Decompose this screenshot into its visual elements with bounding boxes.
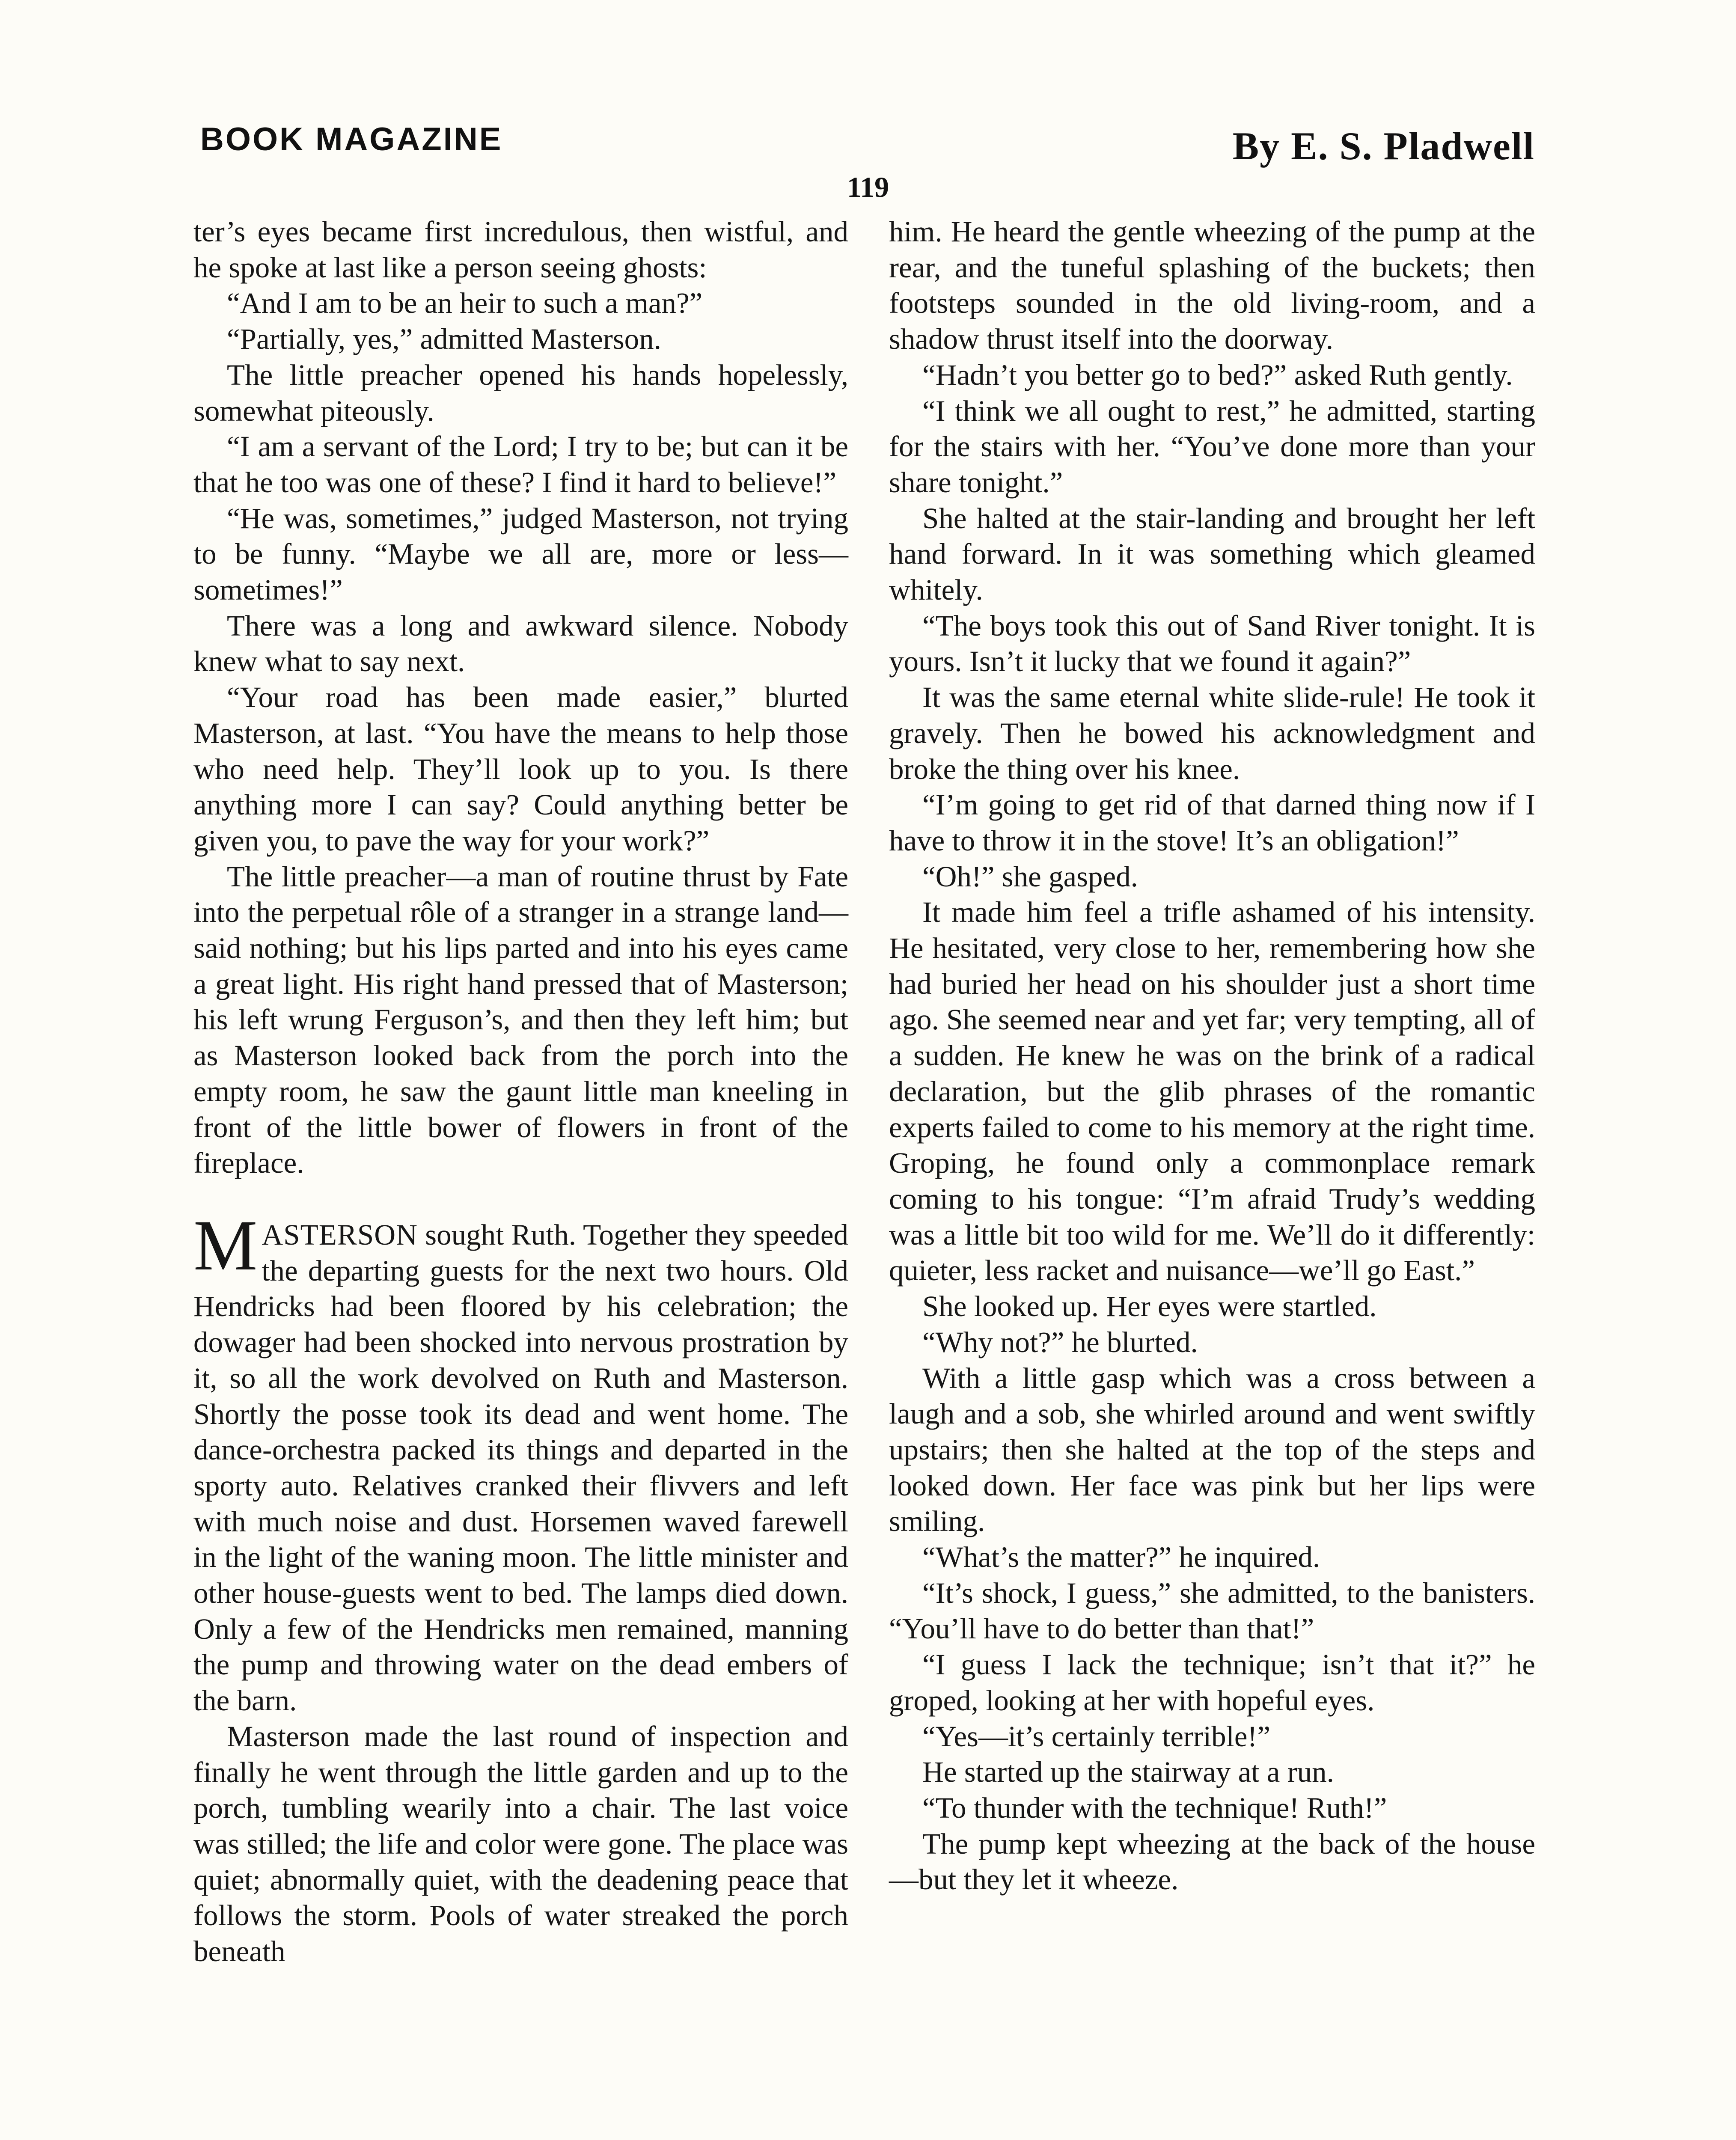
page-number: 119 <box>847 171 889 203</box>
paragraph: She looked up. Her eyes were startled. <box>922 1290 1377 1323</box>
opening-text: sought Ruth. Together they speeded the departing guests for the next two hours. Old Hendricks had been floored by his celebration; the dowager had been shocked into nervous prostration by it, so all the work devolved on Ruth and Masterson. Shortly the posse took its dead and went home. The dance-orchestra packed its things and departed in the sporty auto. Relatives cranked their flivvers and left with much noise and dust. Horsemen waved farewell in the light of the waning moon. The little minister and other house-guests went to bed. The lamps died down. Only a few of the Hendricks men remained, manning the pump and throwing water on the dead embers of the barn. <box>193 1218 848 1717</box>
paragraph: “And I am to be an heir to such a man?” <box>227 287 703 320</box>
paragraph: him. He heard the gentle wheezing of the pump at the rear, and the tuneful splashing of the buckets; then footsteps sounded in the old living-room, and a shadow thrust itself into the doorway. <box>889 215 1535 356</box>
paragraph: It was the same eternal white slide-rule! He took it gravely. Then he bowed his acknowledgment and broke the thing over his knee. <box>889 681 1535 785</box>
magazine-title: BOOK MAGAZINE <box>200 121 503 158</box>
paragraph: There was a long and awkward silence. Nobody knew what to say next. <box>193 609 848 678</box>
author-byline: By E. S. Pladwell <box>1232 124 1535 168</box>
paragraph: “To thunder with the technique! Ruth!” <box>922 1791 1387 1824</box>
paragraph: “I’m going to get rid of that darned thing now if I have to throw it in the stove! It’s an obligation!” <box>889 788 1535 857</box>
paragraph: It made him feel a trifle ashamed of his intensity. He hesitated, very close to her, remembering how she had buried her head on his shoulder just a short time ago. She seemed near and yet far; very tempting, all of a sudden. He knew he was on the brink of a radical declaration, but the glib phrases of the romantic experts failed to come to his memory at the right time. Groping, he found only a commonplace remark coming to his tongue: “I’m afraid Trudy’s wedding was a little bit too wild for me. We’ll do it differently: quieter, less racket and nuisance—we’ll go East.” <box>889 896 1535 1287</box>
section-opening-paragraph <box>193 1205 848 1719</box>
paragraph: “Hadn’t you better go to bed?” asked Ruth gently. <box>922 358 1513 391</box>
paragraph: “I am a servant of the Lord; I try to be; but can it be that he too was one of these? I find it hard to believe!” <box>193 430 848 499</box>
paragraph: “It’s shock, I guess,” she admitted, to the banisters. “You’ll have to do better than that!” <box>889 1576 1535 1645</box>
paragraph: He started up the stairway at a run. <box>922 1756 1334 1789</box>
opening-caps: ASTERSON <box>262 1218 418 1251</box>
paragraph: “Why not?” he blurted. <box>922 1326 1198 1358</box>
paragraph: ter’s eyes became first incredulous, then wistful, and he spoke at last like a person seeing ghosts: <box>193 215 848 284</box>
paragraph: “Partially, yes,” admitted Masterson. <box>227 323 661 356</box>
paragraph: “Your road has been made easier,” blurted Masterson, at last. “You have the means to help those who need help. They’ll look up to you. Is there anything more I can say? Could anything better be given you, to pave the way for your work?” <box>193 681 848 857</box>
paragraph: “He was, sometimes,” judged Masterson, not trying to be funny. “Maybe we all are, more or less—sometimes!” <box>193 502 848 606</box>
paragraph: “I think we all ought to rest,” he admitted, starting for the stairs with her. “You’ve done more than your share tonight.” <box>889 394 1535 499</box>
paragraph: Masterson made the last round of inspection and finally he went through the little garden and up to the porch, tumbling wearily into a chair. The last voice was stilled; the life and color were gone. The place was quiet; abnormally quiet, with the deadening peace that follows the storm. Pools of water streaked the porch beneath <box>193 1720 848 1968</box>
paragraph: The little preacher opened his hands hopelessly, somewhat piteously. <box>193 358 848 427</box>
right-column <box>889 214 1535 1898</box>
paragraph: With a little gasp which was a cross between a laugh and a sob, she whirled around and went swiftly upstairs; then she halted at the top of the steps and looked down. Her face was pink but her lips were smiling. <box>889 1361 1535 1538</box>
paragraph: She halted at the stair-landing and brought her left hand forward. In it was something which gleamed whitely. <box>889 502 1535 606</box>
paragraph: “What’s the matter?” he inquired. <box>922 1541 1320 1574</box>
paragraph: The little preacher—a man of routine thrust by Fate into the perpetual rôle of a stranger in a strange land—said nothing; but his lips parted and into his eyes came a great light. His right hand pressed that of Masterson; his left wrung Ferguson’s, and then they left him; but as Masterson looked back from the porch into the empty room, he saw the gaunt little man kneeling in front of the little bower of flowers in front of the fireplace. <box>193 860 848 1180</box>
paragraph: “Yes—it’s certainly terrible!” <box>922 1720 1271 1753</box>
paragraph: “I guess I lack the technique; isn’t that it?” he groped, looking at her with hopeful eyes. <box>889 1648 1535 1717</box>
paragraph: “The boys took this out of Sand River tonight. It is yours. Isn’t it lucky that we found it again?” <box>889 609 1535 678</box>
drop-cap: M <box>193 1205 258 1285</box>
paragraph: “Oh!” she gasped. <box>922 860 1138 893</box>
paragraph: The pump kept wheezing at the back of the house—but they let it wheeze. <box>889 1827 1535 1896</box>
left-column <box>193 214 848 1970</box>
